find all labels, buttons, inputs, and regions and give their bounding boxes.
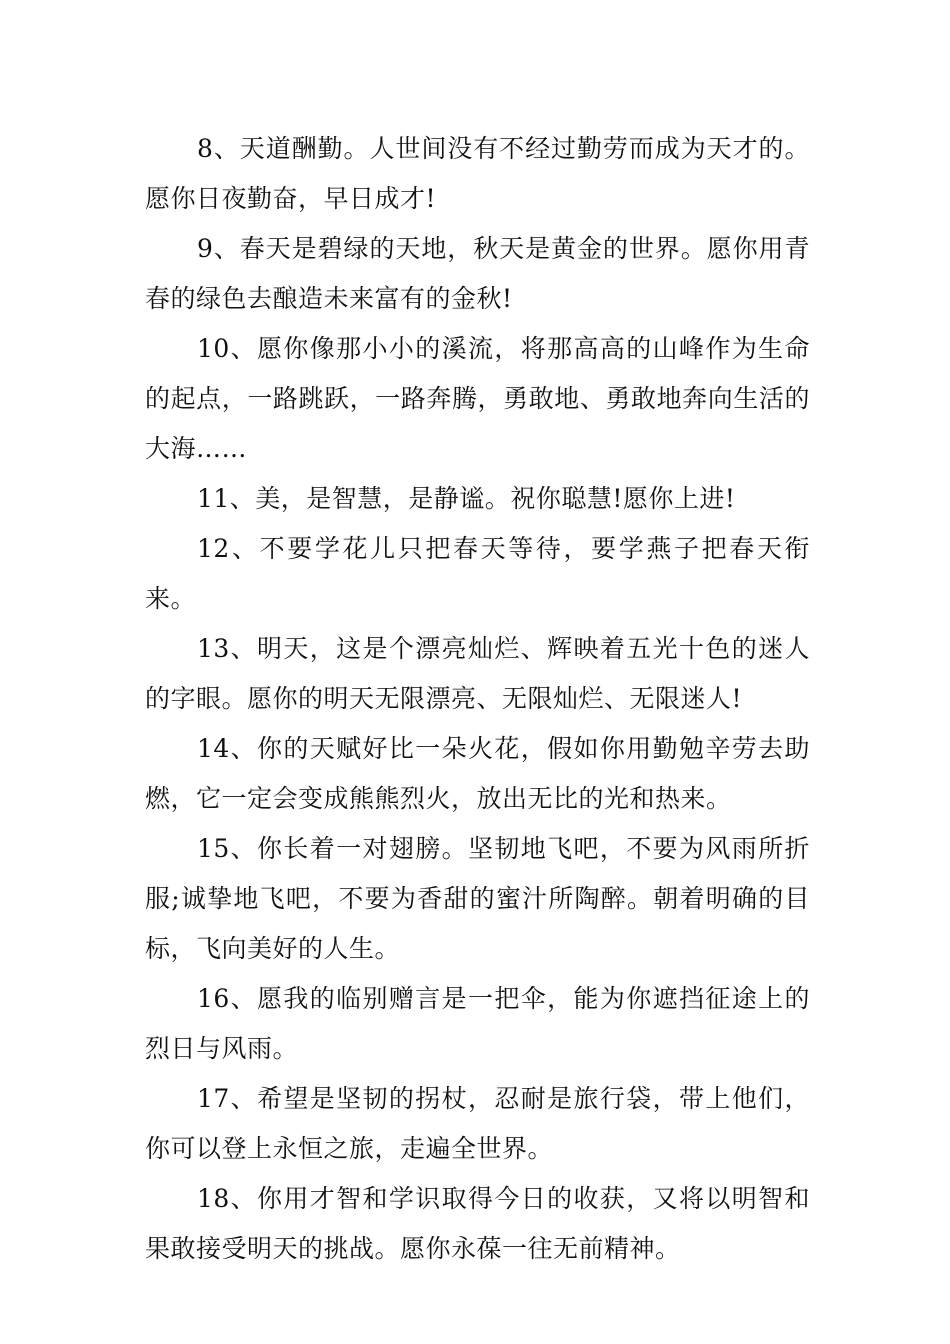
paragraph-10: 10、愿你像那小小的溪流，将那高高的山峰作为生命的起点，一路跳跃，一路奔腾，勇敢地、勇敢地奔向生活的大海……: [145, 334, 810, 463]
paragraph-14: 14、你的天赋好比一朵火花，假如你用勤勉辛劳去助燃，它一定会变成熊熊烈火，放出无比的光和热来。: [145, 734, 810, 813]
document-body: [145, 124, 810, 1274]
paragraph-9: 9、春天是碧绿的天地，秋天是黄金的世界。愿你用青春的绿色去酿造未来富有的金秋!: [145, 234, 810, 313]
paragraph-18: 18、你用才智和学识取得今日的收获，又将以明智和果敢接受明天的挑战。愿你永葆一往无前精神。: [145, 1184, 810, 1263]
paragraph-11: 11、美，是智慧，是静谧。祝你聪慧!愿你上进!: [197, 484, 736, 513]
paragraph-13: 13、明天，这是个漂亮灿烂、辉映着五光十色的迷人的字眼。愿你的明天无限漂亮、无限灿烂、无限迷人!: [145, 634, 810, 713]
paragraph-15: 15、你长着一对翅膀。坚韧地飞吧，不要为风雨所折服;诚挚地飞吧，不要为香甜的蜜汁所陶醉。朝着明确的目标，飞向美好的人生。: [145, 834, 810, 963]
paragraph-17: 17、希望是坚韧的拐杖，忍耐是旅行袋，带上他们，你可以登上永恒之旅，走遍全世界。: [145, 1084, 810, 1163]
paragraph-12: 12、不要学花儿只把春天等待，要学燕子把春天衔来。: [145, 534, 810, 613]
paragraph-8: 8、天道酬勤。人世间没有不经过勤劳而成为天才的。愿你日夜勤奋，早日成才!: [145, 134, 810, 213]
paragraph-16: 16、愿我的临别赠言是一把伞，能为你遮挡征途上的烈日与风雨。: [145, 984, 810, 1063]
